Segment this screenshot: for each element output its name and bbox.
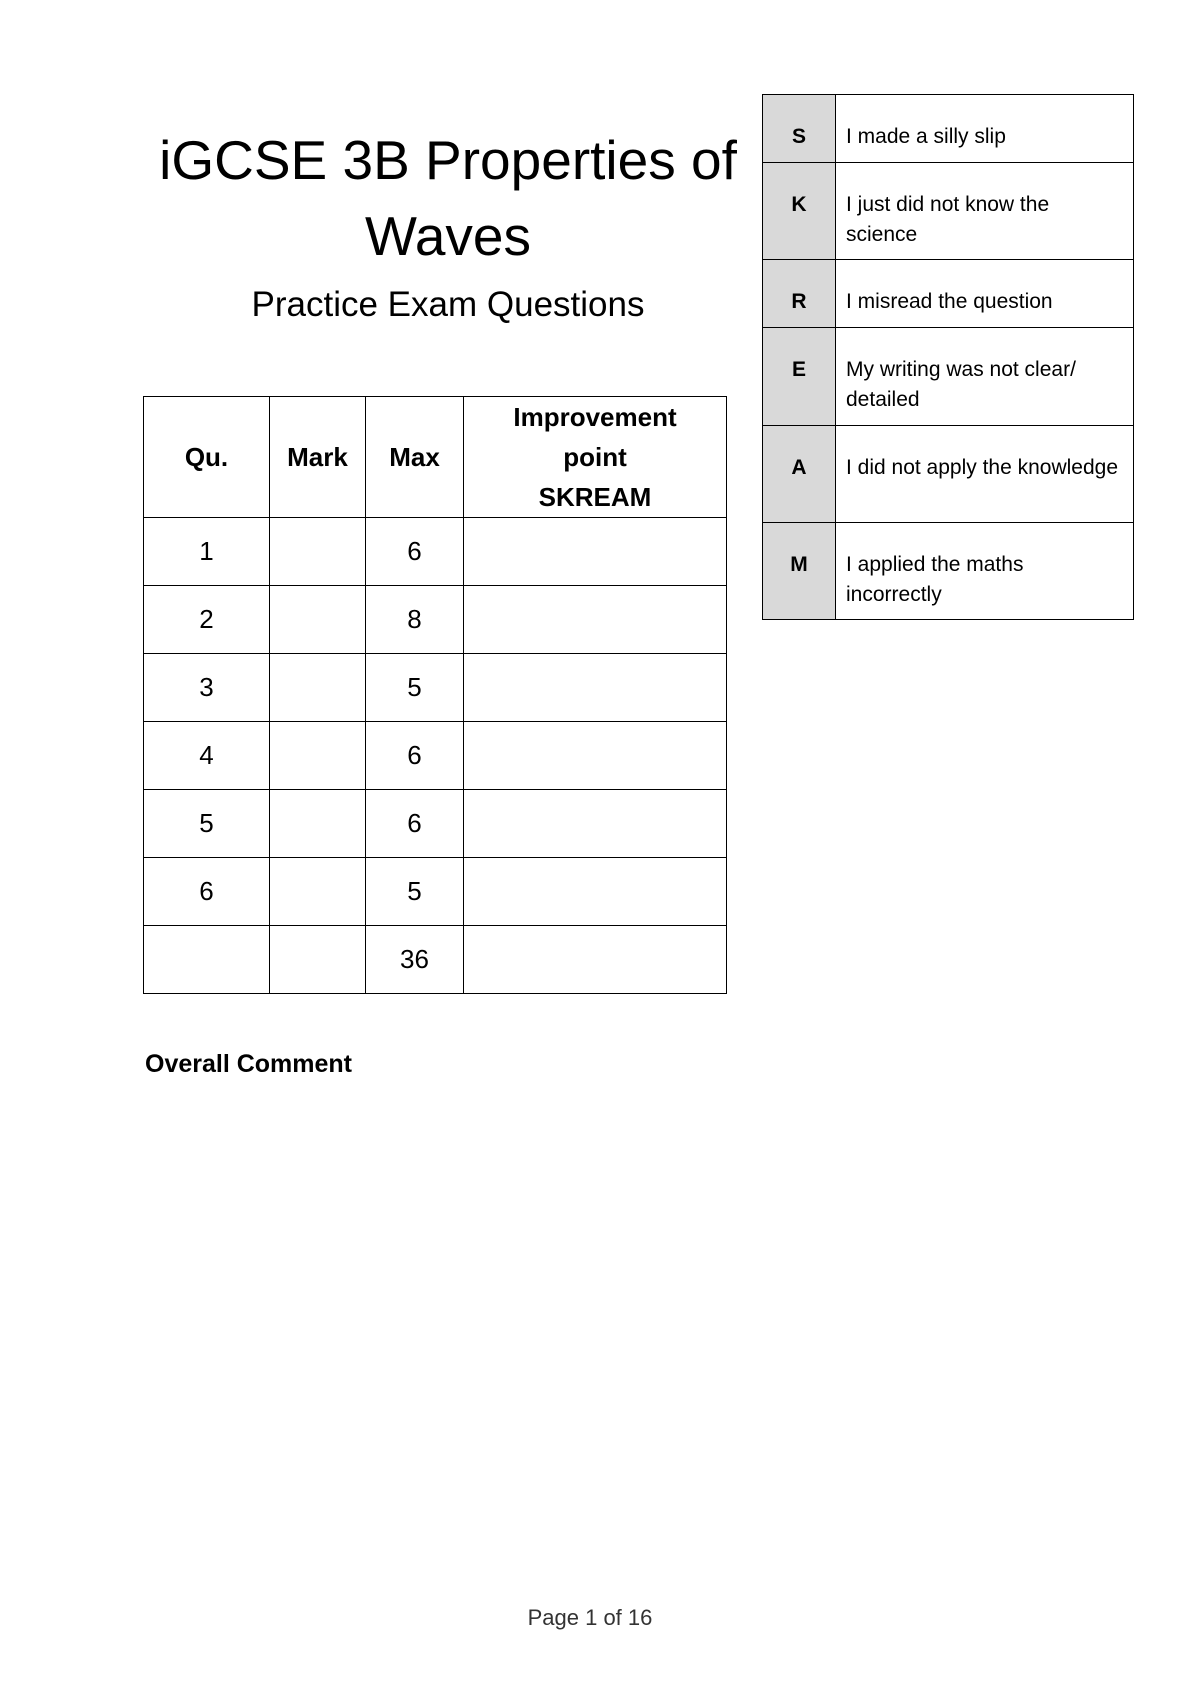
cell-qu: 5 xyxy=(144,790,270,858)
skream-description: I made a silly slip xyxy=(836,95,1134,163)
cell-improvement[interactable] xyxy=(464,858,727,926)
cell-mark[interactable] xyxy=(270,858,366,926)
skream-letter: A xyxy=(763,426,836,523)
cell-qu: 6 xyxy=(144,858,270,926)
skream-key-table xyxy=(762,94,1134,620)
overall-comment-label: Overall Comment xyxy=(145,1050,353,1078)
cell-max: 6 xyxy=(366,722,464,790)
cell-mark[interactable] xyxy=(270,790,366,858)
skream-row xyxy=(763,95,1134,163)
cell-qu: 1 xyxy=(144,518,270,586)
cell-max: 8 xyxy=(366,586,464,654)
cell-total-mark[interactable] xyxy=(270,926,366,994)
cell-mark[interactable] xyxy=(270,654,366,722)
table-total-row xyxy=(144,926,727,994)
header-mark: Mark xyxy=(270,397,366,518)
skream-letter: M xyxy=(763,523,836,620)
cell-mark[interactable] xyxy=(270,586,366,654)
document-subtitle: Practice Exam Questions xyxy=(251,285,645,324)
header-improvement-line2: point xyxy=(563,442,627,472)
header-improvement-line3: SKREAM xyxy=(538,482,652,512)
skream-row xyxy=(763,426,1134,523)
skream-letter: R xyxy=(763,260,836,328)
marks-table xyxy=(143,396,727,994)
marks-table-header-row xyxy=(144,397,727,518)
skream-letter: K xyxy=(763,163,836,260)
table-row xyxy=(144,654,727,722)
skream-description: I just did not know the science xyxy=(836,163,1134,260)
page-number: Page 1 of 16 xyxy=(527,1605,653,1630)
header-qu: Qu. xyxy=(144,397,270,518)
skream-description: I did not apply the knowledge xyxy=(836,426,1134,523)
table-row xyxy=(144,518,727,586)
cell-mark[interactable] xyxy=(270,518,366,586)
header-improvement-line1: Improvement xyxy=(513,402,677,432)
cell-max: 6 xyxy=(366,518,464,586)
skream-row xyxy=(763,523,1134,620)
skream-description: I misread the question xyxy=(836,260,1134,328)
cell-qu: 4 xyxy=(144,722,270,790)
table-row xyxy=(144,858,727,926)
cell-max: 5 xyxy=(366,858,464,926)
skream-description: I applied the maths incorrectly xyxy=(836,523,1134,620)
document-title: iGCSE 3B Properties of Waves xyxy=(159,129,737,267)
cell-qu xyxy=(144,926,270,994)
cell-max: 5 xyxy=(366,654,464,722)
cell-improvement[interactable] xyxy=(464,926,727,994)
header-improvement xyxy=(464,397,727,518)
cell-qu: 2 xyxy=(144,586,270,654)
cell-total-max: 36 xyxy=(366,926,464,994)
cell-improvement[interactable] xyxy=(464,586,727,654)
cell-mark[interactable] xyxy=(270,722,366,790)
skream-row xyxy=(763,328,1134,426)
cell-qu: 3 xyxy=(144,654,270,722)
table-row xyxy=(144,722,727,790)
cell-improvement[interactable] xyxy=(464,790,727,858)
cell-improvement[interactable] xyxy=(464,518,727,586)
skream-description: My writing was not clear/ detailed xyxy=(836,328,1134,426)
table-row xyxy=(144,586,727,654)
skream-letter: E xyxy=(763,328,836,426)
skream-row xyxy=(763,260,1134,328)
table-row xyxy=(144,790,727,858)
skream-row xyxy=(763,163,1134,260)
skream-letter: S xyxy=(763,95,836,163)
cell-max: 6 xyxy=(366,790,464,858)
cell-improvement[interactable] xyxy=(464,722,727,790)
cell-improvement[interactable] xyxy=(464,654,727,722)
header-max: Max xyxy=(366,397,464,518)
